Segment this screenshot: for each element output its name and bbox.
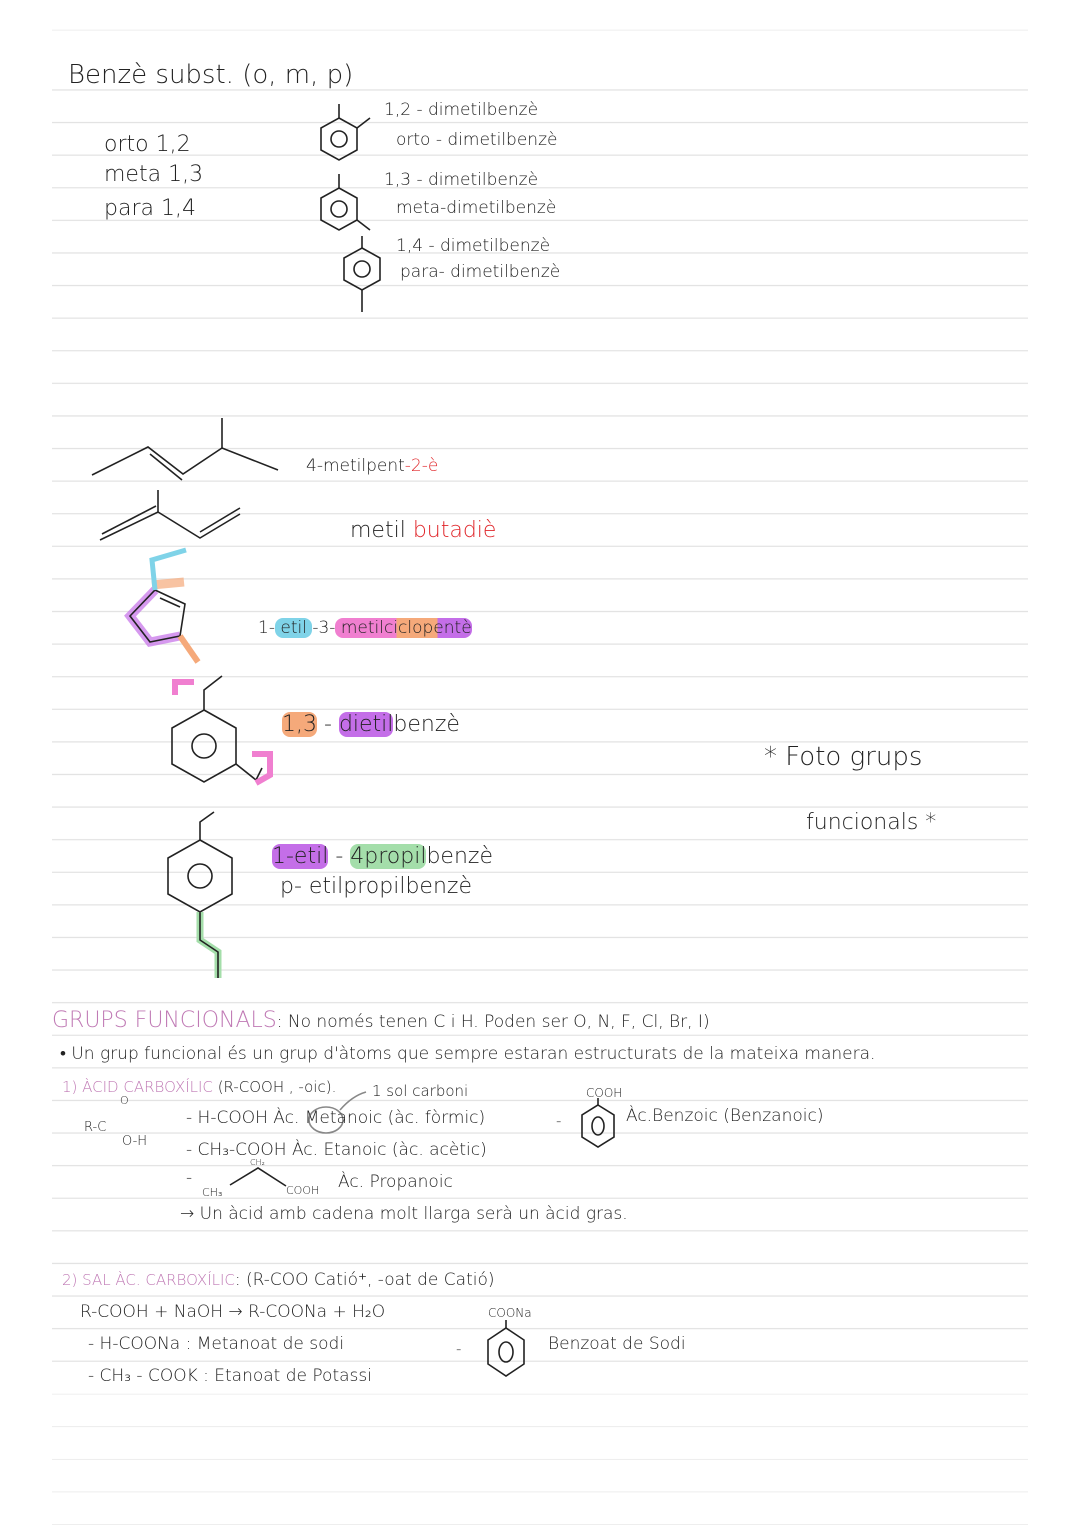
para-common: para- dimetilbenzè	[400, 262, 561, 282]
position-meta: meta 1,3	[104, 162, 204, 187]
benzoic-name: Àc.Benzoic (Benzanoic)	[626, 1106, 824, 1126]
propanoic-dash: -	[186, 1168, 193, 1188]
propanoic-name: Àc. Propanoic	[338, 1172, 453, 1192]
functional-groups-line: GRUPS FUNCIONALS: No només tenen C i H. Poden ser O, N, F, Cl, Br, I)	[52, 1008, 710, 1033]
benzene-ortho-icon	[321, 104, 370, 160]
carboxyl-o: O	[120, 1094, 129, 1107]
benzoate-name: Benzoat de Sodi	[548, 1334, 686, 1354]
salt-item: - H-COONa : Metanoat de sodi	[88, 1334, 345, 1354]
salt-heading-line: 2) SAL ÀC. CARBOXÍLIC: (R-COO Catió⁺, -oat de Catió)	[62, 1270, 495, 1290]
benzene-para-icon	[344, 236, 380, 312]
cyclopentene-structure-icon	[130, 550, 198, 662]
propanoic-ch2: CH₂	[250, 1158, 265, 1167]
ethylpropylbenzene-structure-icon	[168, 812, 232, 978]
acid-heading-line: 1) ÀCID CARBOXÍLIC (R-COOH , -oic).	[62, 1078, 337, 1096]
methylbutadiene-structure-icon	[100, 490, 240, 540]
page-title: Benzè subst. (o, m, p)	[68, 60, 354, 90]
benzene-meta-icon	[321, 174, 370, 230]
position-para: para 1,4	[104, 196, 196, 221]
ethylpropylbenzene-name: 1-etil - 4propilbenzè	[272, 844, 493, 869]
salt-reaction: R-COOH + NaOH → R-COONa + H₂O	[80, 1302, 386, 1322]
ethylpropylbenzene-common: p- etilpropilbenzè	[280, 874, 472, 899]
methylpentene-structure-icon	[92, 418, 278, 480]
diethylbenzene-name: 1,3 - dietilbenzè	[282, 712, 460, 737]
cyclopentene-name: 1- etil -3- metilciclopentè	[258, 618, 472, 638]
propanoic-structure-icon	[230, 1168, 286, 1186]
carboxyl-rc: R-C	[84, 1120, 107, 1135]
ortho-iupac: 1,2 - dimetilbenzè	[384, 100, 539, 120]
benzoic-dash: -	[556, 1112, 562, 1130]
position-orto: orto 1,2	[104, 132, 191, 157]
para-iupac: 1,4 - dimetilbenzè	[396, 236, 551, 256]
ortho-common: orto - dimetilbenzè	[396, 130, 558, 150]
meta-common: meta-dimetilbenzè	[396, 198, 557, 218]
one-carbon-annotation: 1 sol carboni	[372, 1082, 469, 1100]
benzoic-ring-icon	[582, 1098, 614, 1147]
acid-item: - CH₃-COOH Àc. Etanoic (àc. acètic)	[186, 1140, 487, 1160]
functional-groups-heading: GRUPS FUNCIONALS	[52, 1008, 277, 1033]
fatty-acid-note: → Un àcid amb cadena molt llarga serà un àcid gras.	[180, 1204, 628, 1224]
propanoic-ch3: CH₃	[202, 1186, 223, 1199]
carboxyl-oh: O-H	[122, 1134, 148, 1149]
benzoate-ring-icon	[488, 1320, 524, 1376]
benzoic-cooh: COOH	[586, 1086, 623, 1100]
methylbutadiene-name: metil butadiè	[350, 518, 497, 543]
salt-item: - CH₃ - COOK : Etanoat de Potassi	[88, 1366, 372, 1386]
diethylbenzene-structure-icon	[172, 676, 270, 783]
methylpentene-name: 4-metilpent-2-è	[306, 456, 439, 476]
propanoic-cooh: COOH	[286, 1184, 320, 1197]
meta-iupac: 1,3 - dimetilbenzè	[384, 170, 539, 190]
benzoate-coona: COONa	[488, 1306, 532, 1320]
functional-groups-bullet: • Un grup funcional és un grup d'àtoms que sempre estaran estructurats de la mateixa manera.	[60, 1044, 876, 1064]
acid-item: - H-COOH Àc. Metanoic (àc. fòrmic)	[186, 1108, 486, 1128]
note-line-2: funcionals *	[806, 810, 937, 835]
benzoate-dash: -	[456, 1340, 462, 1358]
note-line-1: * Foto grups	[764, 742, 923, 772]
